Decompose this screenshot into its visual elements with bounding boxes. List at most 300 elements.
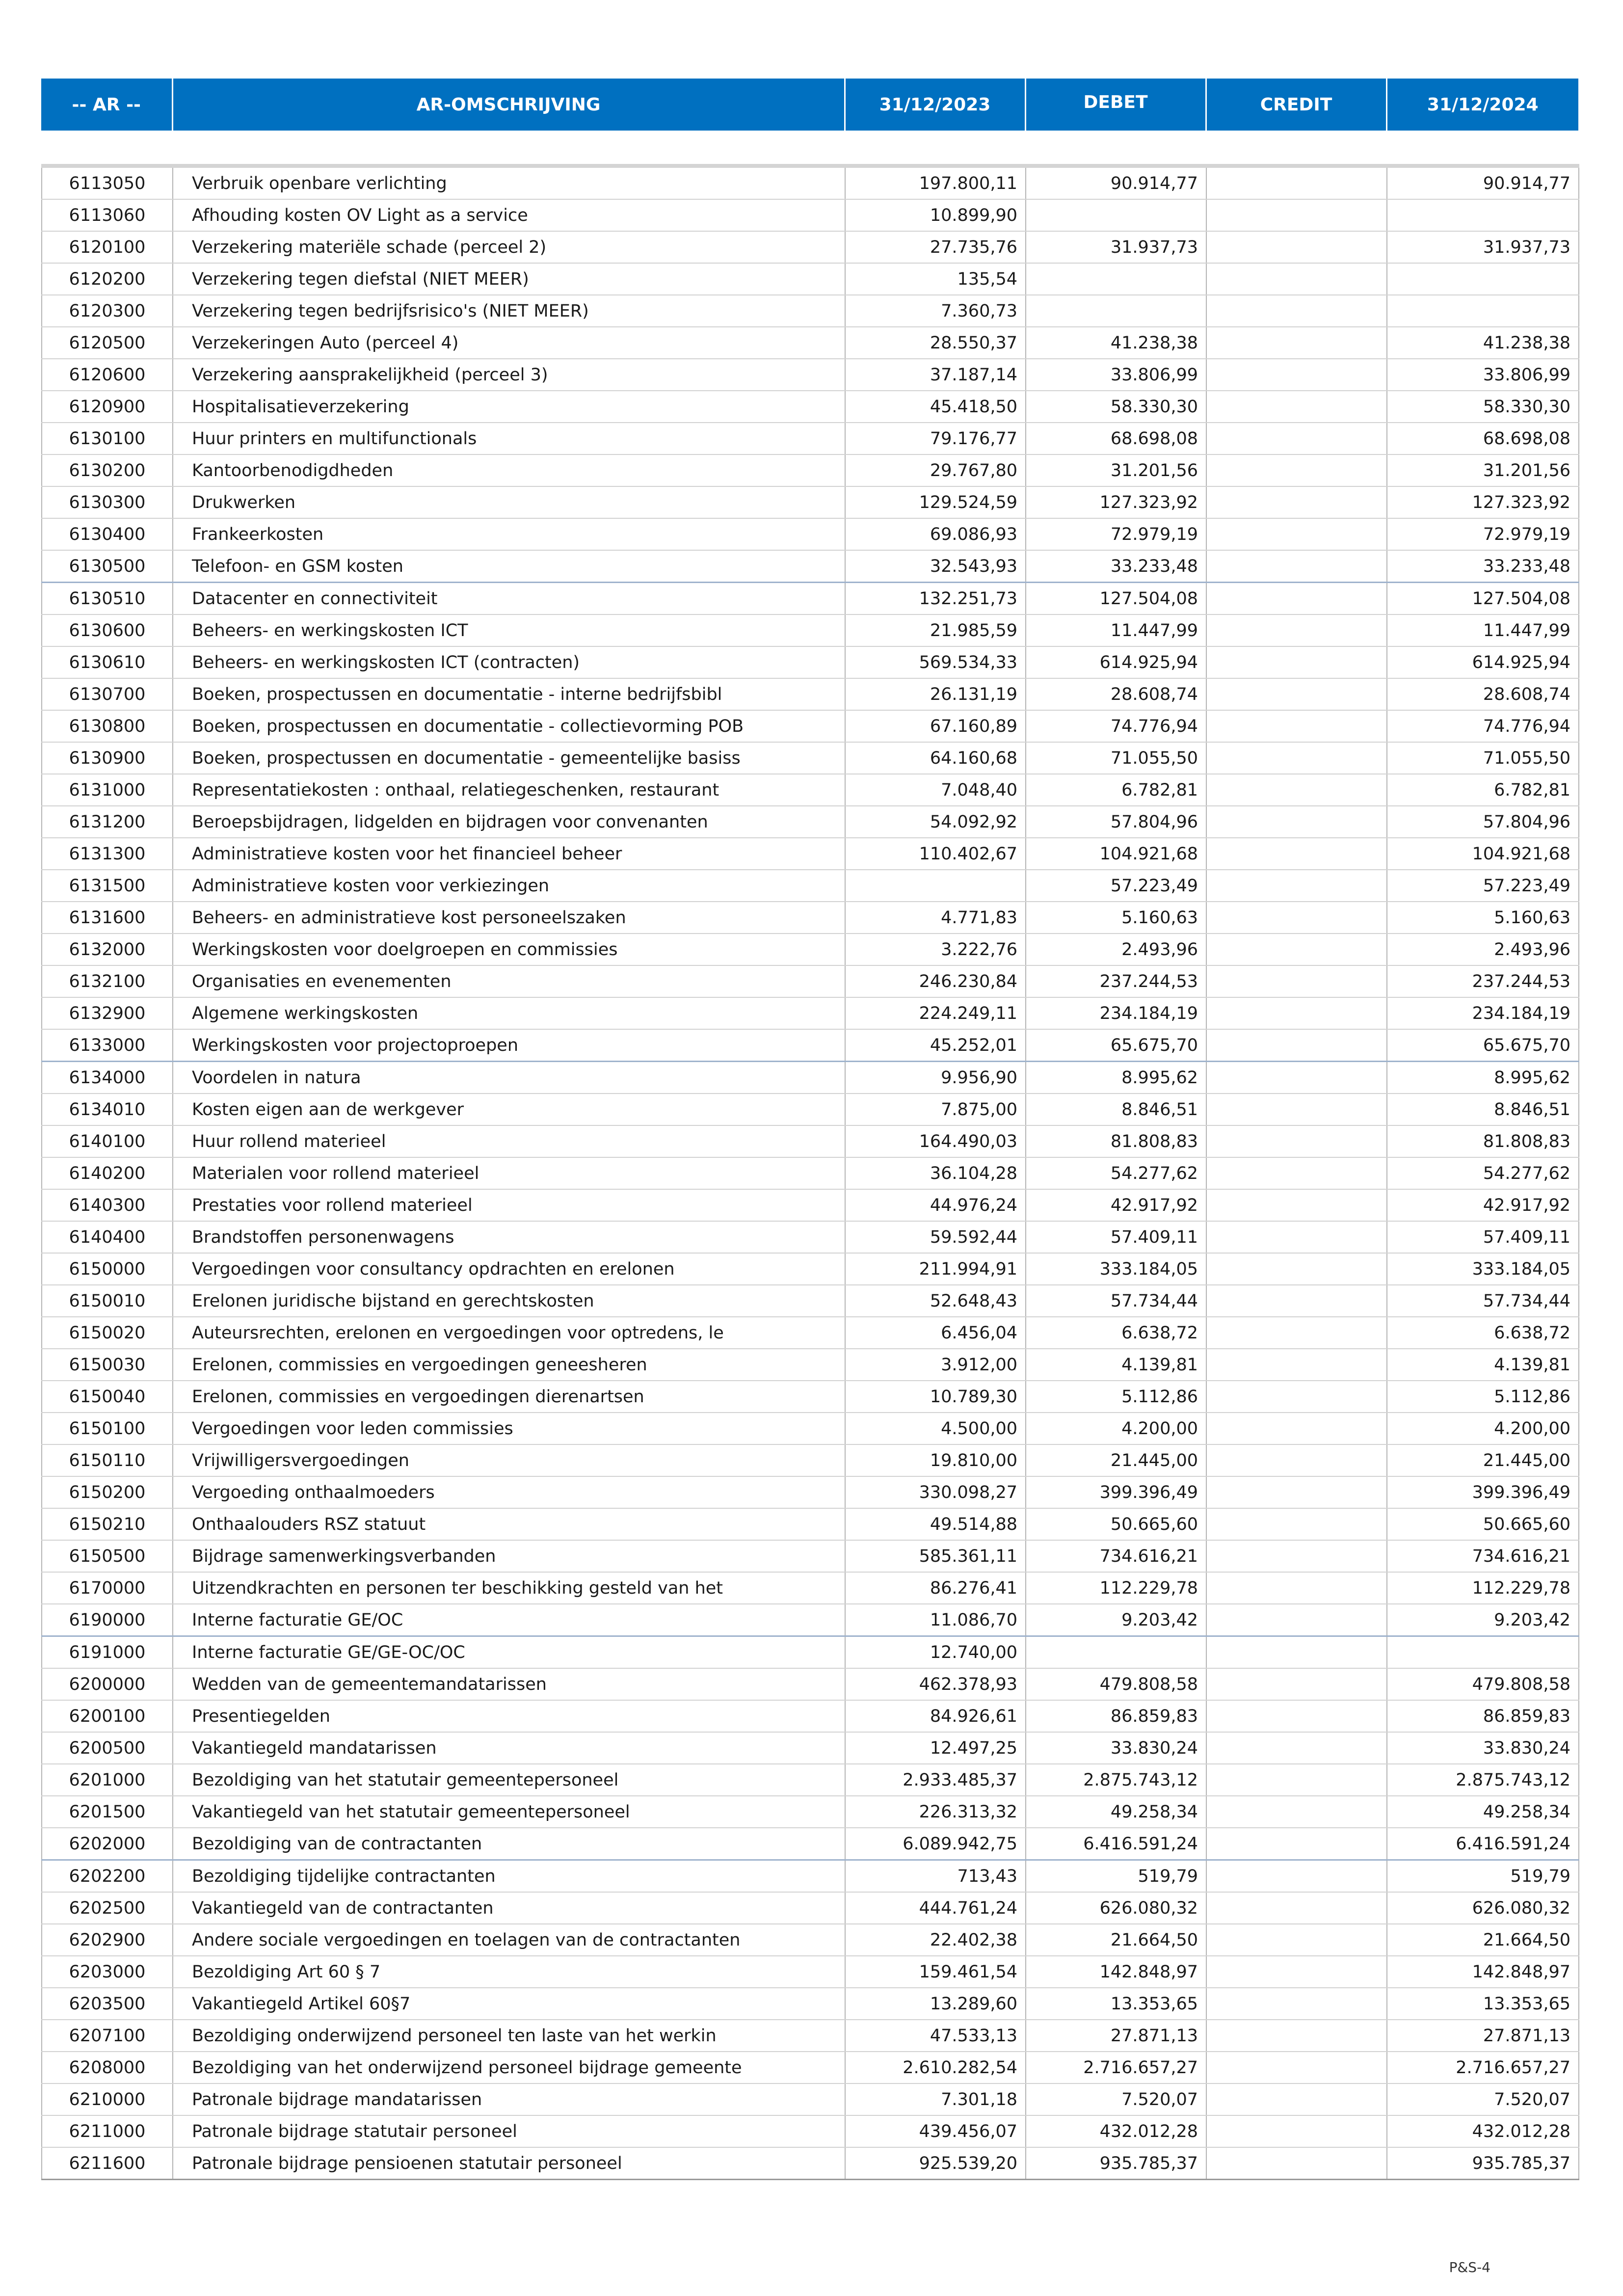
cell-2024	[1387, 1636, 1579, 1669]
cell-credit	[1206, 1062, 1387, 1094]
cell-description: Afhouding kosten OV Light as a service	[173, 199, 845, 231]
cell-2024: 2.716.657,27	[1387, 2052, 1579, 2083]
cell-ar-code: 6150020	[42, 1317, 173, 1349]
table-row	[42, 1476, 1579, 1508]
cell-2023: 129.524,59	[845, 486, 1026, 518]
cell-ar-code: 6150030	[42, 1349, 173, 1381]
cell-credit	[1206, 1094, 1387, 1125]
table-row	[42, 295, 1579, 327]
cell-2024: 57.804,96	[1387, 806, 1579, 838]
cell-credit	[1206, 2052, 1387, 2083]
cell-2024: 21.664,50	[1387, 1924, 1579, 1956]
cell-description: Verzekering tegen bedrijfsrisico's (NIET MEER)	[173, 295, 845, 327]
table-row	[42, 1892, 1579, 1924]
cell-debet: 90.914,77	[1026, 166, 1206, 199]
cell-ar-code: 6130700	[42, 678, 173, 710]
cell-debet: 33.830,24	[1026, 1732, 1206, 1764]
cell-credit	[1206, 391, 1387, 423]
cell-description: Auteursrechten, erelonen en vergoedingen voor optredens, le	[173, 1317, 845, 1349]
cell-2023: 585.361,11	[845, 1540, 1026, 1572]
cell-credit	[1206, 997, 1387, 1029]
table-row	[42, 359, 1579, 391]
cell-debet: 399.396,49	[1026, 1476, 1206, 1508]
cell-debet: 734.616,21	[1026, 1540, 1206, 1572]
cell-debet: 57.804,96	[1026, 806, 1206, 838]
cell-ar-code: 6150500	[42, 1540, 173, 1572]
cell-description: Huur printers en multifunctionals	[173, 423, 845, 454]
cell-2023: 32.543,93	[845, 550, 1026, 583]
cell-2024: 21.445,00	[1387, 1444, 1579, 1476]
cell-debet: 21.664,50	[1026, 1924, 1206, 1956]
table-row	[42, 327, 1579, 359]
header-debet: DEBET	[1025, 79, 1206, 131]
cell-2024: 237.244,53	[1387, 965, 1579, 997]
cell-2023: 9.956,90	[845, 1062, 1026, 1094]
cell-ar-code: 6132900	[42, 997, 173, 1029]
cell-debet: 21.445,00	[1026, 1444, 1206, 1476]
cell-description: Vrijwilligersvergoedingen	[173, 1444, 845, 1476]
cell-description: Datacenter en connectiviteit	[173, 583, 845, 615]
cell-ar-code: 6120600	[42, 359, 173, 391]
cell-debet: 58.330,30	[1026, 391, 1206, 423]
cell-2023: 11.086,70	[845, 1604, 1026, 1636]
cell-ar-code: 6210000	[42, 2083, 173, 2115]
cell-2023: 28.550,37	[845, 327, 1026, 359]
cell-description: Bezoldiging van het statutair gemeentepersoneel	[173, 1764, 845, 1796]
cell-2023: 10.789,30	[845, 1381, 1026, 1413]
cell-2023	[845, 870, 1026, 902]
cell-credit	[1206, 583, 1387, 615]
cell-2023: 59.592,44	[845, 1221, 1026, 1253]
table-row	[42, 454, 1579, 486]
cell-ar-code: 6202900	[42, 1924, 173, 1956]
header-ar: -- AR --	[41, 79, 172, 131]
cell-description: Andere sociale vergoedingen en toelagen van de contractanten	[173, 1924, 845, 1956]
cell-2023: 135,54	[845, 263, 1026, 295]
cell-description: Materialen voor rollend materieel	[173, 1157, 845, 1189]
table-row	[42, 2147, 1579, 2180]
table-row	[42, 1157, 1579, 1189]
cell-debet: 333.184,05	[1026, 1253, 1206, 1285]
cell-ar-code: 6113050	[42, 166, 173, 199]
cell-2024: 31.201,56	[1387, 454, 1579, 486]
cell-credit	[1206, 1988, 1387, 2020]
cell-2023: 54.092,92	[845, 806, 1026, 838]
cell-description: Vergoedingen voor consultancy opdrachten en erelonen	[173, 1253, 845, 1285]
cell-description: Interne facturatie GE/OC	[173, 1604, 845, 1636]
cell-credit	[1206, 1540, 1387, 1572]
cell-ar-code: 6120100	[42, 231, 173, 263]
cell-2023: 439.456,07	[845, 2115, 1026, 2147]
table-row	[42, 166, 1579, 199]
header-2023: 31/12/2023	[845, 79, 1025, 131]
cell-ar-code: 6120200	[42, 263, 173, 295]
cell-debet: 104.921,68	[1026, 838, 1206, 870]
cell-2023: 12.740,00	[845, 1636, 1026, 1669]
cell-debet: 33.806,99	[1026, 359, 1206, 391]
cell-ar-code: 6132000	[42, 934, 173, 965]
cell-description: Algemene werkingskosten	[173, 997, 845, 1029]
cell-description: Representatiekosten : onthaal, relatiegeschenken, restaurant	[173, 774, 845, 806]
cell-credit	[1206, 806, 1387, 838]
cell-2023: 86.276,41	[845, 1572, 1026, 1604]
cell-2023: 26.131,19	[845, 678, 1026, 710]
cell-credit	[1206, 902, 1387, 934]
table-row	[42, 646, 1579, 678]
cell-credit	[1206, 1285, 1387, 1317]
accounts-table	[41, 164, 1579, 2180]
cell-2024: 626.080,32	[1387, 1892, 1579, 1924]
cell-ar-code: 6140400	[42, 1221, 173, 1253]
cell-debet: 49.258,34	[1026, 1796, 1206, 1828]
cell-2023: 569.534,33	[845, 646, 1026, 678]
cell-2023: 79.176,77	[845, 423, 1026, 454]
cell-ar-code: 6201500	[42, 1796, 173, 1828]
table-row	[42, 199, 1579, 231]
table-row	[42, 1540, 1579, 1572]
cell-2024: 71.055,50	[1387, 742, 1579, 774]
cell-2023: 6.089.942,75	[845, 1828, 1026, 1860]
cell-credit	[1206, 678, 1387, 710]
cell-ar-code: 6150200	[42, 1476, 173, 1508]
cell-debet: 57.409,11	[1026, 1221, 1206, 1253]
cell-2024: 142.848,97	[1387, 1956, 1579, 1988]
cell-debet: 2.716.657,27	[1026, 2052, 1206, 2083]
table-row	[42, 902, 1579, 934]
cell-ar-code: 6132100	[42, 965, 173, 997]
cell-description: Werkingskosten voor doelgroepen en commissies	[173, 934, 845, 965]
table-row	[42, 1924, 1579, 1956]
cell-ar-code: 6150000	[42, 1253, 173, 1285]
cell-description: Beroepsbijdragen, lidgelden en bijdragen voor convenanten	[173, 806, 845, 838]
table-row	[42, 934, 1579, 965]
cell-2024: 74.776,94	[1387, 710, 1579, 742]
cell-2023: 246.230,84	[845, 965, 1026, 997]
cell-2024: 42.917,92	[1387, 1189, 1579, 1221]
cell-debet: 81.808,83	[1026, 1125, 1206, 1157]
cell-debet: 8.995,62	[1026, 1062, 1206, 1094]
cell-2024: 86.859,83	[1387, 1700, 1579, 1732]
cell-2023: 36.104,28	[845, 1157, 1026, 1189]
cell-debet: 72.979,19	[1026, 518, 1206, 550]
cell-2023: 224.249,11	[845, 997, 1026, 1029]
cell-credit	[1206, 1956, 1387, 1988]
table-row	[42, 1381, 1579, 1413]
cell-debet: 4.139,81	[1026, 1349, 1206, 1381]
cell-ar-code: 6191000	[42, 1636, 173, 1669]
cell-credit	[1206, 1860, 1387, 1893]
cell-ar-code: 6190000	[42, 1604, 173, 1636]
cell-credit	[1206, 1317, 1387, 1349]
table-row	[42, 1189, 1579, 1221]
cell-description: Vakantiegeld van het statutair gemeentepersoneel	[173, 1796, 845, 1828]
cell-2024: 6.782,81	[1387, 774, 1579, 806]
cell-description: Erelonen, commissies en vergoedingen geneesheren	[173, 1349, 845, 1381]
cell-ar-code: 6130100	[42, 423, 173, 454]
cell-ar-code: 6134010	[42, 1094, 173, 1125]
cell-2024: 57.409,11	[1387, 1221, 1579, 1253]
cell-credit	[1206, 199, 1387, 231]
cell-2023: 110.402,67	[845, 838, 1026, 870]
cell-description: Beheers- en werkingskosten ICT (contracten)	[173, 646, 845, 678]
cell-ar-code: 6201000	[42, 1764, 173, 1796]
cell-credit	[1206, 1508, 1387, 1540]
table-row	[42, 742, 1579, 774]
cell-debet	[1026, 295, 1206, 327]
cell-2023: 45.252,01	[845, 1029, 1026, 1062]
cell-2024: 90.914,77	[1387, 166, 1579, 199]
cell-credit	[1206, 1189, 1387, 1221]
cell-2024: 49.258,34	[1387, 1796, 1579, 1828]
cell-description: Boeken, prospectussen en documentatie - collectievorming POB	[173, 710, 845, 742]
cell-2023: 211.994,91	[845, 1253, 1026, 1285]
cell-debet: 479.808,58	[1026, 1668, 1206, 1700]
cell-description: Telefoon- en GSM kosten	[173, 550, 845, 583]
header-omschrijving: AR-OMSCHRIJVING	[172, 79, 845, 131]
cell-debet: 86.859,83	[1026, 1700, 1206, 1732]
cell-2024: 2.493,96	[1387, 934, 1579, 965]
cell-ar-code: 6120500	[42, 327, 173, 359]
cell-debet: 112.229,78	[1026, 1572, 1206, 1604]
cell-2023: 37.187,14	[845, 359, 1026, 391]
cell-2023: 7.048,40	[845, 774, 1026, 806]
cell-debet: 31.937,73	[1026, 231, 1206, 263]
cell-description: Drukwerken	[173, 486, 845, 518]
cell-2023: 69.086,93	[845, 518, 1026, 550]
cell-2024: 33.830,24	[1387, 1732, 1579, 1764]
table-row	[42, 1029, 1579, 1062]
cell-2023: 2.933.485,37	[845, 1764, 1026, 1796]
table-row	[42, 2020, 1579, 2052]
cell-ar-code: 6208000	[42, 2052, 173, 2083]
cell-ar-code: 6200100	[42, 1700, 173, 1732]
table-row	[42, 1732, 1579, 1764]
cell-ar-code: 6133000	[42, 1029, 173, 1062]
cell-ar-code: 6150110	[42, 1444, 173, 1476]
cell-2024: 68.698,08	[1387, 423, 1579, 454]
cell-ar-code: 6200500	[42, 1732, 173, 1764]
table-row	[42, 1668, 1579, 1700]
cell-2024: 399.396,49	[1387, 1476, 1579, 1508]
cell-credit	[1206, 295, 1387, 327]
cell-description: Bezoldiging van het onderwijzend personeel bijdrage gemeente	[173, 2052, 845, 2083]
cell-ar-code: 6131500	[42, 870, 173, 902]
cell-debet: 11.447,99	[1026, 614, 1206, 646]
cell-ar-code: 6203000	[42, 1956, 173, 1988]
cell-description: Patronale bijdrage pensioenen statutair personeel	[173, 2147, 845, 2180]
table-row	[42, 1253, 1579, 1285]
cell-description: Administratieve kosten voor het financieel beheer	[173, 838, 845, 870]
cell-credit	[1206, 2020, 1387, 2052]
table-row	[42, 423, 1579, 454]
cell-debet: 27.871,13	[1026, 2020, 1206, 2052]
cell-description: Bijdrage samenwerkingsverbanden	[173, 1540, 845, 1572]
cell-2023: 6.456,04	[845, 1317, 1026, 1349]
cell-2023: 12.497,25	[845, 1732, 1026, 1764]
cell-debet: 74.776,94	[1026, 710, 1206, 742]
cell-2024: 72.979,19	[1387, 518, 1579, 550]
cell-description: Voordelen in natura	[173, 1062, 845, 1094]
cell-debet: 71.055,50	[1026, 742, 1206, 774]
table-row	[42, 1317, 1579, 1349]
cell-credit	[1206, 1668, 1387, 1700]
cell-credit	[1206, 1157, 1387, 1189]
table-row	[42, 870, 1579, 902]
cell-credit	[1206, 2083, 1387, 2115]
cell-ar-code: 6130600	[42, 614, 173, 646]
accounts-table-body	[42, 166, 1579, 2180]
cell-debet	[1026, 199, 1206, 231]
cell-credit	[1206, 1349, 1387, 1381]
cell-description: Vakantiegeld mandatarissen	[173, 1732, 845, 1764]
cell-debet: 614.925,94	[1026, 646, 1206, 678]
cell-ar-code: 6130400	[42, 518, 173, 550]
header-2024: 31/12/2024	[1386, 79, 1578, 131]
cell-2024: 65.675,70	[1387, 1029, 1579, 1062]
cell-2023: 462.378,93	[845, 1668, 1026, 1700]
cell-debet: 57.734,44	[1026, 1285, 1206, 1317]
cell-2024: 8.846,51	[1387, 1094, 1579, 1125]
table-row	[42, 997, 1579, 1029]
cell-credit	[1206, 1221, 1387, 1253]
cell-debet: 127.504,08	[1026, 583, 1206, 615]
header-row	[41, 79, 1578, 131]
cell-credit	[1206, 2147, 1387, 2180]
table-row	[42, 2052, 1579, 2083]
cell-2024: 11.447,99	[1387, 614, 1579, 646]
table-row	[42, 838, 1579, 870]
cell-ar-code: 6140200	[42, 1157, 173, 1189]
cell-credit	[1206, 518, 1387, 550]
cell-credit	[1206, 1381, 1387, 1413]
cell-2024: 519,79	[1387, 1860, 1579, 1893]
cell-2024: 4.200,00	[1387, 1413, 1579, 1444]
cell-2024: 58.330,30	[1387, 391, 1579, 423]
cell-credit	[1206, 1476, 1387, 1508]
cell-ar-code: 6202000	[42, 1828, 173, 1860]
cell-debet	[1026, 263, 1206, 295]
cell-ar-code: 6211600	[42, 2147, 173, 2180]
cell-description: Hospitalisatieverzekering	[173, 391, 845, 423]
cell-ar-code: 6140100	[42, 1125, 173, 1157]
cell-2023: 52.648,43	[845, 1285, 1026, 1317]
cell-description: Brandstoffen personenwagens	[173, 1221, 845, 1253]
cell-ar-code: 6211000	[42, 2115, 173, 2147]
cell-description: Vakantiegeld Artikel 60§7	[173, 1988, 845, 2020]
cell-2024: 6.416.591,24	[1387, 1828, 1579, 1860]
cell-description: Bezoldiging tijdelijke contractanten	[173, 1860, 845, 1893]
cell-debet: 519,79	[1026, 1860, 1206, 1893]
cell-2024	[1387, 199, 1579, 231]
table-row	[42, 1221, 1579, 1253]
cell-2023: 64.160,68	[845, 742, 1026, 774]
table-row	[42, 550, 1579, 583]
cell-2024: 27.871,13	[1387, 2020, 1579, 2052]
cell-debet: 6.416.591,24	[1026, 1828, 1206, 1860]
table-row	[42, 678, 1579, 710]
cell-2023: 22.402,38	[845, 1924, 1026, 1956]
cell-debet: 42.917,92	[1026, 1189, 1206, 1221]
cell-2023: 29.767,80	[845, 454, 1026, 486]
cell-ar-code: 6150010	[42, 1285, 173, 1317]
cell-description: Interne facturatie GE/GE-OC/OC	[173, 1636, 845, 1669]
header-credit: CREDIT	[1206, 79, 1386, 131]
table-row	[42, 710, 1579, 742]
cell-2023: 67.160,89	[845, 710, 1026, 742]
cell-debet: 4.200,00	[1026, 1413, 1206, 1444]
cell-ar-code: 6120900	[42, 391, 173, 423]
cell-debet: 28.608,74	[1026, 678, 1206, 710]
cell-2024: 127.504,08	[1387, 583, 1579, 615]
cell-debet: 626.080,32	[1026, 1892, 1206, 1924]
cell-description: Vakantiegeld van de contractanten	[173, 1892, 845, 1924]
cell-ar-code: 6131000	[42, 774, 173, 806]
cell-2023: 44.976,24	[845, 1189, 1026, 1221]
cell-description: Beheers- en werkingskosten ICT	[173, 614, 845, 646]
cell-description: Frankeerkosten	[173, 518, 845, 550]
cell-credit	[1206, 934, 1387, 965]
cell-credit	[1206, 1828, 1387, 1860]
cell-ar-code: 6203500	[42, 1988, 173, 2020]
cell-debet: 50.665,60	[1026, 1508, 1206, 1540]
cell-2023: 2.610.282,54	[845, 2052, 1026, 2083]
table-row	[42, 965, 1579, 997]
cell-2024: 33.233,48	[1387, 550, 1579, 583]
cell-debet: 8.846,51	[1026, 1094, 1206, 1125]
cell-credit	[1206, 1029, 1387, 1062]
table-row	[42, 1094, 1579, 1125]
table-row	[42, 1764, 1579, 1796]
table-row	[42, 806, 1579, 838]
table-row	[42, 231, 1579, 263]
cell-2024: 5.160,63	[1387, 902, 1579, 934]
cell-debet: 6.638,72	[1026, 1317, 1206, 1349]
cell-debet: 935.785,37	[1026, 2147, 1206, 2180]
cell-credit	[1206, 550, 1387, 583]
cell-credit	[1206, 1732, 1387, 1764]
cell-debet: 5.160,63	[1026, 902, 1206, 934]
cell-credit	[1206, 1796, 1387, 1828]
cell-debet: 5.112,86	[1026, 1381, 1206, 1413]
cell-2024: 6.638,72	[1387, 1317, 1579, 1349]
cell-credit	[1206, 1253, 1387, 1285]
cell-description: Verbruik openbare verlichting	[173, 166, 845, 199]
cell-2023: 7.875,00	[845, 1094, 1026, 1125]
cell-credit	[1206, 965, 1387, 997]
cell-2024: 734.616,21	[1387, 1540, 1579, 1572]
cell-2023: 7.360,73	[845, 295, 1026, 327]
cell-credit	[1206, 1636, 1387, 1669]
cell-description: Uitzendkrachten en personen ter beschikking gesteld van het	[173, 1572, 845, 1604]
cell-credit	[1206, 1125, 1387, 1157]
cell-ar-code: 6131200	[42, 806, 173, 838]
cell-credit	[1206, 423, 1387, 454]
table-row	[42, 1604, 1579, 1636]
cell-ar-code: 6130510	[42, 583, 173, 615]
cell-description: Presentiegelden	[173, 1700, 845, 1732]
table-row	[42, 1700, 1579, 1732]
cell-credit	[1206, 1444, 1387, 1476]
cell-2024: 4.139,81	[1387, 1349, 1579, 1381]
cell-2024: 614.925,94	[1387, 646, 1579, 678]
table-row	[42, 583, 1579, 615]
cell-ar-code: 6134000	[42, 1062, 173, 1094]
cell-2023: 713,43	[845, 1860, 1026, 1893]
cell-debet: 33.233,48	[1026, 550, 1206, 583]
cell-debet: 6.782,81	[1026, 774, 1206, 806]
cell-ar-code: 6130800	[42, 710, 173, 742]
cell-2024: 8.995,62	[1387, 1062, 1579, 1094]
